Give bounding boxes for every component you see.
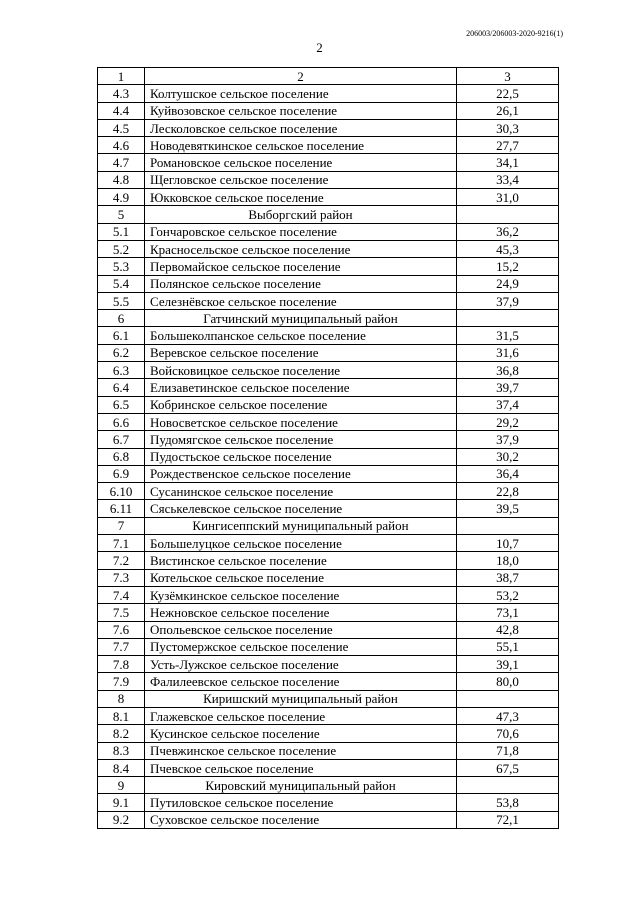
settlement-name: Усть-Лужское сельское поселение xyxy=(145,656,457,673)
settlement-name: Сяськелевское сельское поселение xyxy=(145,500,457,517)
settlement-name: Пчевское сельское поселение xyxy=(145,759,457,776)
table-row xyxy=(98,413,559,430)
row-number: 5.3 xyxy=(98,258,145,275)
settlement-name: Елизаветинское сельское поселение xyxy=(145,379,457,396)
row-number: 6.4 xyxy=(98,379,145,396)
table-row xyxy=(98,327,559,344)
settlement-name: Кузёмкинское сельское поселение xyxy=(145,586,457,603)
table-row xyxy=(98,258,559,275)
table-body xyxy=(98,68,559,829)
district-group-row xyxy=(98,777,559,794)
row-number: 7.2 xyxy=(98,552,145,569)
settlement-value: 18,0 xyxy=(457,552,559,569)
row-number: 4.8 xyxy=(98,171,145,188)
settlement-name: Пчевжинское сельское поселение xyxy=(145,742,457,759)
row-number: 9.2 xyxy=(98,811,145,828)
row-number: 5.5 xyxy=(98,292,145,309)
row-number: 5.4 xyxy=(98,275,145,292)
table-row xyxy=(98,483,559,500)
settlement-value: 67,5 xyxy=(457,759,559,776)
table-row xyxy=(98,119,559,136)
table-header-row xyxy=(98,68,559,85)
table-row xyxy=(98,102,559,119)
settlement-value: 53,2 xyxy=(457,586,559,603)
table-row xyxy=(98,707,559,724)
district-name: Кировский муниципальный район xyxy=(145,777,457,794)
row-number: 6.6 xyxy=(98,413,145,430)
settlement-value: 27,7 xyxy=(457,137,559,154)
table-row xyxy=(98,431,559,448)
table-row xyxy=(98,604,559,621)
table-row xyxy=(98,154,559,171)
settlement-value: 26,1 xyxy=(457,102,559,119)
settlement-name: Путиловское сельское поселение xyxy=(145,794,457,811)
row-number: 8.4 xyxy=(98,759,145,776)
settlement-value: 55,1 xyxy=(457,638,559,655)
empty-value-cell xyxy=(457,777,559,794)
row-number: 8.3 xyxy=(98,742,145,759)
row-number: 6.10 xyxy=(98,483,145,500)
settlement-value: 47,3 xyxy=(457,707,559,724)
settlement-value: 72,1 xyxy=(457,811,559,828)
settlement-name: Полянское сельское поселение xyxy=(145,275,457,292)
row-number: 6.8 xyxy=(98,448,145,465)
table-row xyxy=(98,292,559,309)
settlement-value: 39,1 xyxy=(457,656,559,673)
row-number: 7.3 xyxy=(98,569,145,586)
settlement-name: Большелуцкое сельское поселение xyxy=(145,535,457,552)
column-header-value: 3 xyxy=(457,68,559,85)
table-row xyxy=(98,586,559,603)
settlement-name: Фалилеевское сельское поселение xyxy=(145,673,457,690)
settlement-name: Романовское сельское поселение xyxy=(145,154,457,171)
row-number: 4.9 xyxy=(98,189,145,206)
row-number: 6.5 xyxy=(98,396,145,413)
settlements-table xyxy=(97,67,559,829)
empty-value-cell xyxy=(457,310,559,327)
settlement-value: 34,1 xyxy=(457,154,559,171)
row-number: 7.6 xyxy=(98,621,145,638)
table-row xyxy=(98,759,559,776)
settlement-name: Глажевское сельское поселение xyxy=(145,707,457,724)
settlement-value: 31,6 xyxy=(457,344,559,361)
settlement-value: 36,4 xyxy=(457,465,559,482)
settlement-name: Суховское сельское поселение xyxy=(145,811,457,828)
settlement-value: 22,5 xyxy=(457,85,559,102)
table-row xyxy=(98,500,559,517)
settlement-value: 53,8 xyxy=(457,794,559,811)
settlement-name: Лесколовское сельское поселение xyxy=(145,119,457,136)
row-number: 5.2 xyxy=(98,240,145,257)
table-row xyxy=(98,552,559,569)
district-name: Гатчинский муниципальный район xyxy=(145,310,457,327)
settlement-value: 70,6 xyxy=(457,725,559,742)
table-row xyxy=(98,137,559,154)
row-number: 7.4 xyxy=(98,586,145,603)
table-row xyxy=(98,794,559,811)
table-row xyxy=(98,344,559,361)
row-number: 7.8 xyxy=(98,656,145,673)
table-row xyxy=(98,379,559,396)
settlement-value: 30,2 xyxy=(457,448,559,465)
settlement-value: 31,5 xyxy=(457,327,559,344)
settlement-name: Рождественское сельское поселение xyxy=(145,465,457,482)
settlement-value: 30,3 xyxy=(457,119,559,136)
row-number: 6.11 xyxy=(98,500,145,517)
table-row xyxy=(98,223,559,240)
settlement-name: Новодевяткинское сельское поселение xyxy=(145,137,457,154)
table-row xyxy=(98,465,559,482)
district-name: Выборгский район xyxy=(145,206,457,223)
row-number: 6.2 xyxy=(98,344,145,361)
settlement-value: 29,2 xyxy=(457,413,559,430)
row-number: 4.6 xyxy=(98,137,145,154)
settlement-value: 36,8 xyxy=(457,362,559,379)
settlement-name: Опольевское сельское поселение xyxy=(145,621,457,638)
settlement-name: Сусанинское сельское поселение xyxy=(145,483,457,500)
row-number: 7.1 xyxy=(98,535,145,552)
settlement-value: 39,7 xyxy=(457,379,559,396)
document-id: 206003/206003-2020-9216(1) xyxy=(466,29,563,38)
table-row xyxy=(98,171,559,188)
settlement-value: 42,8 xyxy=(457,621,559,638)
empty-value-cell xyxy=(457,206,559,223)
row-number: 8.1 xyxy=(98,707,145,724)
settlement-name: Пустомержское сельское поселение xyxy=(145,638,457,655)
row-number: 4.7 xyxy=(98,154,145,171)
settlement-name: Щегловское сельское поселение xyxy=(145,171,457,188)
district-name: Кингисеппский муниципальный район xyxy=(145,517,457,534)
table-row xyxy=(98,742,559,759)
table-row xyxy=(98,275,559,292)
row-number: 4.5 xyxy=(98,119,145,136)
row-number: 7 xyxy=(98,517,145,534)
settlement-name: Колтушское сельское поселение xyxy=(145,85,457,102)
table-row xyxy=(98,448,559,465)
settlement-name: Войсковицкое сельское поселение xyxy=(145,362,457,379)
settlement-name: Нежновское сельское поселение xyxy=(145,604,457,621)
settlement-value: 15,2 xyxy=(457,258,559,275)
table-row xyxy=(98,189,559,206)
row-number: 6.9 xyxy=(98,465,145,482)
page-number: 2 xyxy=(316,40,323,55)
settlement-name: Пудомягское сельское поселение xyxy=(145,431,457,448)
column-header-name: 2 xyxy=(145,68,457,85)
settlement-name: Большеколпанское сельское поселение xyxy=(145,327,457,344)
empty-value-cell xyxy=(457,517,559,534)
settlement-value: 24,9 xyxy=(457,275,559,292)
settlement-value: 33,4 xyxy=(457,171,559,188)
row-number: 9.1 xyxy=(98,794,145,811)
settlement-name: Первомайское сельское поселение xyxy=(145,258,457,275)
settlement-value: 45,3 xyxy=(457,240,559,257)
row-number: 8.2 xyxy=(98,725,145,742)
settlement-name: Селезнёвское сельское поселение xyxy=(145,292,457,309)
settlement-name: Кусинское сельское поселение xyxy=(145,725,457,742)
row-number: 5 xyxy=(98,206,145,223)
table-row xyxy=(98,656,559,673)
row-number: 6.7 xyxy=(98,431,145,448)
row-number: 9 xyxy=(98,777,145,794)
settlement-name: Котельское сельское поселение xyxy=(145,569,457,586)
row-number: 6.3 xyxy=(98,362,145,379)
district-name: Киришский муниципальный район xyxy=(145,690,457,707)
table-row xyxy=(98,673,559,690)
table-row xyxy=(98,362,559,379)
table-row xyxy=(98,621,559,638)
district-group-row xyxy=(98,206,559,223)
table-row xyxy=(98,240,559,257)
table-row xyxy=(98,569,559,586)
row-number: 7.5 xyxy=(98,604,145,621)
settlement-name: Гончаровское сельское поселение xyxy=(145,223,457,240)
settlement-value: 73,1 xyxy=(457,604,559,621)
row-number: 5.1 xyxy=(98,223,145,240)
row-number: 6.1 xyxy=(98,327,145,344)
table-row xyxy=(98,811,559,828)
settlement-value: 10,7 xyxy=(457,535,559,552)
settlement-value: 31,0 xyxy=(457,189,559,206)
settlement-name: Кобринское сельское поселение xyxy=(145,396,457,413)
district-group-row xyxy=(98,517,559,534)
district-group-row xyxy=(98,690,559,707)
settlement-name: Юкковское сельское поселение xyxy=(145,189,457,206)
row-number: 6 xyxy=(98,310,145,327)
row-number: 4.3 xyxy=(98,85,145,102)
settlement-name: Вистинское сельское поселение xyxy=(145,552,457,569)
table-row xyxy=(98,638,559,655)
table-row xyxy=(98,535,559,552)
settlement-name: Новосветское сельское поселение xyxy=(145,413,457,430)
settlement-value: 37,4 xyxy=(457,396,559,413)
table-row xyxy=(98,85,559,102)
column-header-number: 1 xyxy=(98,68,145,85)
row-number: 7.7 xyxy=(98,638,145,655)
settlement-value: 36,2 xyxy=(457,223,559,240)
settlement-name: Пудостьское сельское поселение xyxy=(145,448,457,465)
settlement-value: 38,7 xyxy=(457,569,559,586)
settlement-value: 37,9 xyxy=(457,431,559,448)
row-number: 4.4 xyxy=(98,102,145,119)
table-row xyxy=(98,396,559,413)
settlement-value: 22,8 xyxy=(457,483,559,500)
settlement-value: 39,5 xyxy=(457,500,559,517)
settlement-name: Куйвозовское сельское поселение xyxy=(145,102,457,119)
row-number: 7.9 xyxy=(98,673,145,690)
settlement-name: Веревское сельское поселение xyxy=(145,344,457,361)
settlement-value: 71,8 xyxy=(457,742,559,759)
settlement-value: 37,9 xyxy=(457,292,559,309)
table-row xyxy=(98,725,559,742)
row-number: 8 xyxy=(98,690,145,707)
district-group-row xyxy=(98,310,559,327)
settlement-name: Красносельское сельское поселение xyxy=(145,240,457,257)
settlement-value: 80,0 xyxy=(457,673,559,690)
empty-value-cell xyxy=(457,690,559,707)
